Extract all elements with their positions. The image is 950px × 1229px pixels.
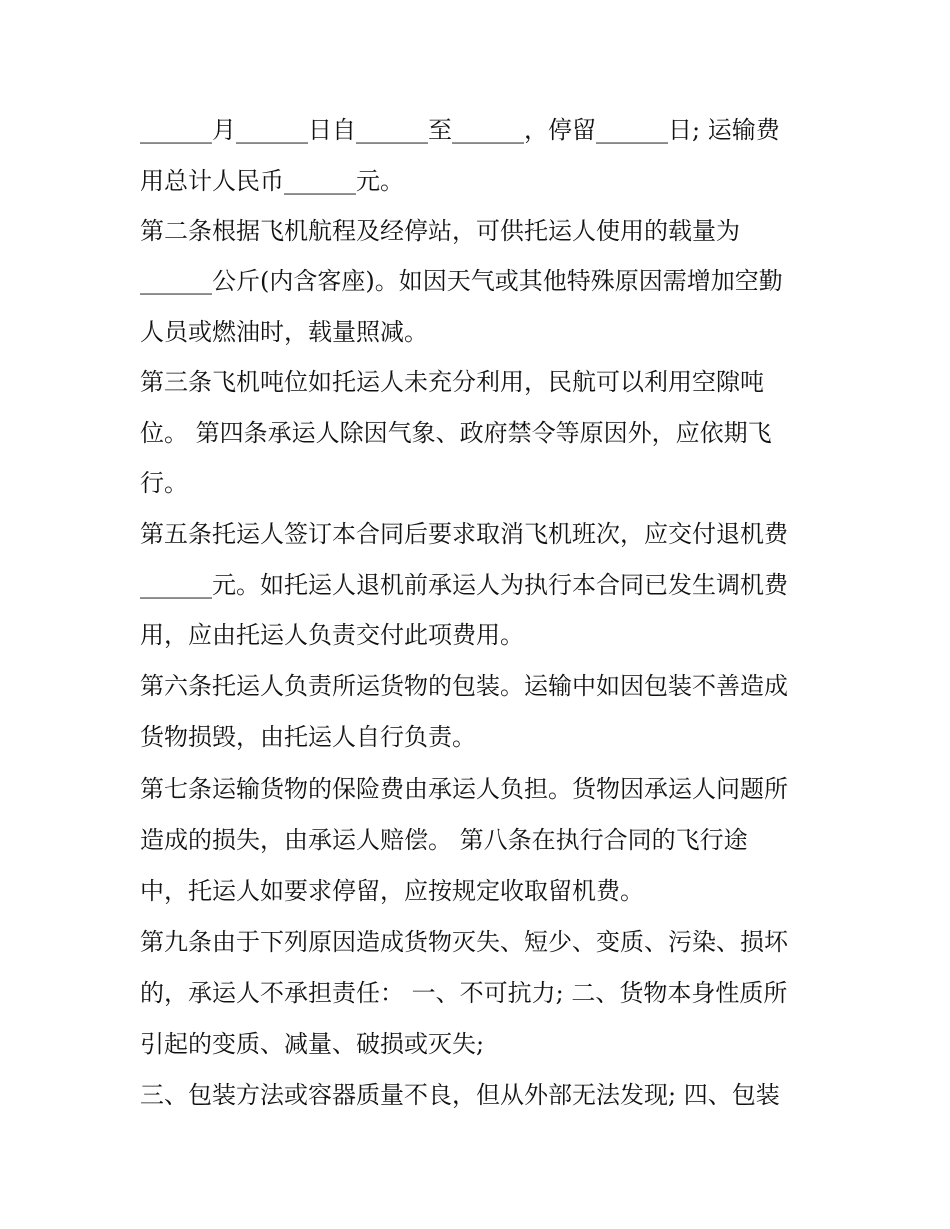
text-line-18: 的，承运人不承担责任： 一、不可抗力; 二、货物本身性质所 <box>140 979 788 1007</box>
text-line-15: 造成的损失，由承运人赔偿。 第八条在执行合同的飞行途 <box>140 826 748 854</box>
text-line-3: 第二条根据飞机航程及经停站，可供托运人使用的载量为 <box>140 217 740 245</box>
text-line-14: 第七条运输货物的保险费由承运人负担。货物因承运人问题所 <box>140 775 788 803</box>
text-line-13: 货物损毁，由托运人自行负责。 <box>140 723 476 751</box>
text-line-10: ______元。如托运人退机前承运人为执行本合同已发生调机费 <box>140 571 788 599</box>
text-line-8: 行。 <box>140 469 188 497</box>
text-line-1: ______月______日自______至______，停留______日; 运输费 <box>140 116 780 144</box>
text-line-16: 中，托运人如要求停留，应按规定收取留机费。 <box>140 877 644 905</box>
text-line-2: 用总计人民币______元。 <box>140 167 404 195</box>
text-line-5: 人员或燃油时，载量照减。 <box>140 318 428 346</box>
text-line-7: 位。 第四条承运人除因气象、政府禁令等原因外，应依期飞 <box>140 419 772 447</box>
text-line-17: 第九条由于下列原因造成货物灭失、短少、变质、污染、损坏 <box>140 928 788 956</box>
text-line-4: ______公斤(内含客座)。如因天气或其他特殊原因需增加空勤 <box>140 267 783 295</box>
text-line-11: 用，应由托运人负责交付此项费用。 <box>140 621 524 649</box>
text-line-6: 第三条飞机吨位如托运人未充分利用，民航可以利用空隙吨 <box>140 368 764 396</box>
text-line-12: 第六条托运人负责所运货物的包装。运输中如因包装不善造成 <box>140 672 788 700</box>
text-line-20: 三、包装方法或容器质量不良，但从外部无法发现; 四、包装 <box>140 1081 780 1109</box>
text-line-19: 引起的变质、减量、破损或灭失; <box>140 1030 485 1058</box>
text-line-9: 第五条托运人签订本合同后要求取消飞机班次，应交付退机费 <box>140 520 788 548</box>
